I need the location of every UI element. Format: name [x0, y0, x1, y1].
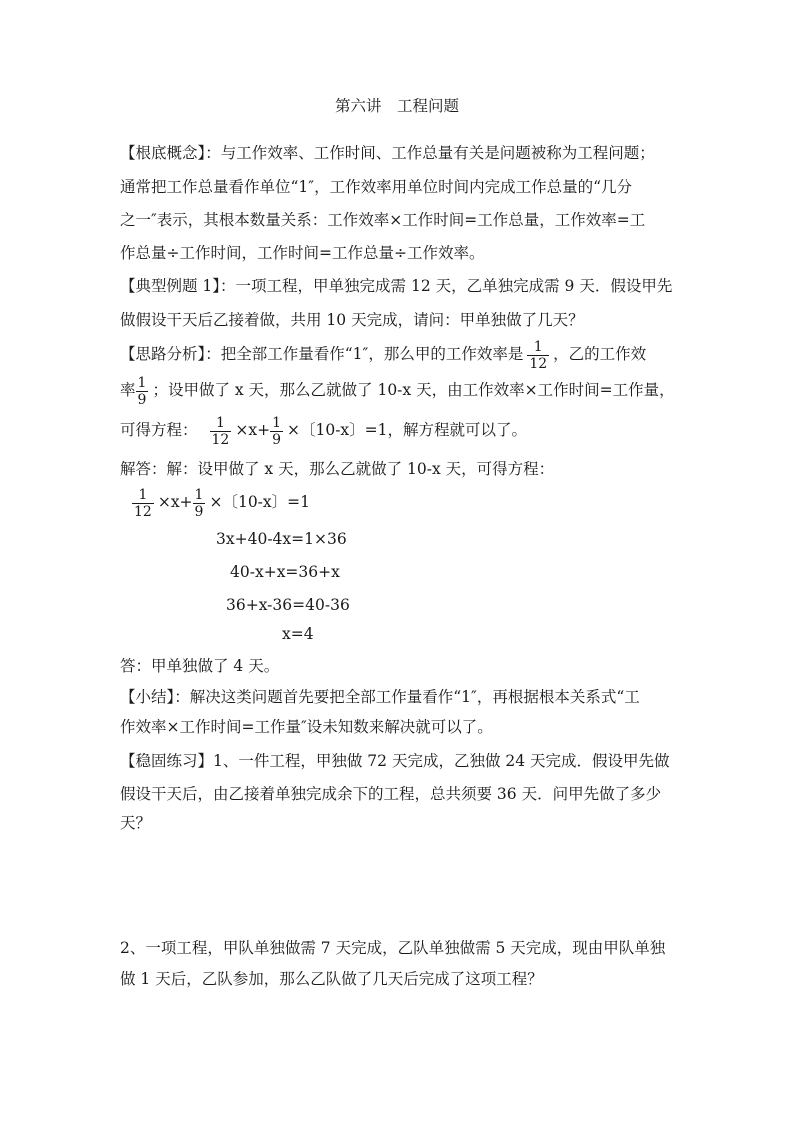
fraction-numerator: 1	[132, 488, 154, 504]
fraction-numerator: 1	[210, 416, 232, 432]
solution-intro: 解答：解：设甲做了 x 天，那么乙就做了 10-x 天，可得方程：	[120, 460, 555, 478]
analysis-text-3b: ×x+	[235, 421, 271, 439]
fraction-one-twelfth	[132, 488, 154, 519]
concept-line-4: 作总量÷工作时间，工作时间=工作总量÷工作效率。	[120, 244, 485, 262]
analysis-text-3c: ×〔10-x〕=1，解方程就可以了。	[286, 421, 528, 439]
analysis-line-3	[120, 410, 527, 450]
analysis-text-3a: 可得方程：	[120, 421, 198, 439]
analysis-line-2	[120, 370, 675, 410]
fraction-one-ninth	[193, 488, 206, 519]
practice-q1-line-2: 假设干天后，由乙接着单独完成余下的工程，总共须要 36 天．问甲先做了多少	[120, 785, 662, 803]
solution-equation-1: 3x+40-4x=1×36	[216, 530, 347, 548]
analysis-text-2a: 率	[120, 381, 136, 399]
example-line-2: 做假设干天后乙接着做，共用 10 天完成，请问：甲单独做了几天？	[120, 311, 584, 329]
solution-equation-2: 40-x+x=36+x	[230, 563, 340, 581]
analysis-text-2b: ；设甲做了 x 天，那么乙就做了 10-x 天，由工作效率×工作时间=工作量，	[152, 381, 675, 399]
summary-line-2: 作效率×工作时间=工作量″设未知数来解决就可以了。	[120, 718, 493, 736]
concept-line-3: 之一″表示，其根本数量关系：工作效率×工作时间=工作总量，工作效率=工	[120, 211, 646, 229]
solution-equation-3: 36+x-36=40-36	[226, 596, 350, 614]
fraction-denominator: 12	[529, 355, 548, 372]
fraction-denominator: 12	[134, 503, 152, 520]
analysis-text-1a: 【思路分析】：把全部工作量看作“1″，那么甲的工作效率是	[120, 345, 524, 363]
fraction-denominator: 12	[211, 431, 230, 448]
fraction-one-ninth	[136, 376, 149, 407]
fraction-denominator: 9	[194, 503, 204, 520]
fraction-numerator: 1	[527, 340, 549, 356]
page-title: 第六讲 工程问题	[334, 97, 459, 115]
solution-answer: 答：甲单独做了 4 天。	[120, 657, 280, 675]
practice-q1-line-3: 天？	[120, 814, 152, 832]
fraction-one-twelfth	[210, 416, 232, 447]
fraction-one-ninth	[270, 416, 283, 447]
analysis-text-1b: ，乙的工作效	[553, 345, 647, 363]
fraction-numerator: 1	[194, 486, 204, 503]
practice-q2-line-2: 做 1 天后，乙队参加，那么乙队做了几天后完成了这项工程？	[120, 970, 543, 988]
solution-equation-4: x=4	[282, 625, 314, 643]
practice-q1-line-1: 【稳固练习】1、一件工程，甲独做 72 天完成，乙独做 24 天完成．假设甲先做	[120, 752, 670, 770]
summary-line-1: 【小结】：解决这类问题首先要把全部工作量看作“1″，再根据根本关系式“工	[120, 688, 640, 706]
concept-line-2: 通常把工作总量看作单位“1″，工作效率用单位时间内完成工作总量的“几分	[120, 178, 633, 196]
fraction-denominator: 9	[137, 391, 147, 408]
analysis-line-1	[120, 334, 646, 374]
example-line-1: 【典型例题 1】：一项工程，甲单独完成需 12 天，乙单独完成需 9 天．假设甲先	[120, 277, 673, 295]
fraction-numerator: 1	[272, 414, 281, 431]
fraction-numerator: 1	[137, 374, 147, 391]
equation-text-0a: ×x+	[157, 493, 193, 511]
fraction-denominator: 9	[272, 431, 281, 448]
equation-text-0b: ×〔10-x〕=1	[209, 493, 311, 511]
concept-line-1: 【根底概念】：与工作效率、工作时间、工作总量有关是问题被称为工程问题；	[120, 144, 655, 162]
fraction-one-twelfth	[527, 340, 549, 371]
solution-equation-0	[132, 482, 310, 522]
practice-q2-line-1: 2、一项工程，甲队单独做需 7 天完成，乙队单独做需 5 天完成，现由甲队单独	[120, 939, 666, 957]
